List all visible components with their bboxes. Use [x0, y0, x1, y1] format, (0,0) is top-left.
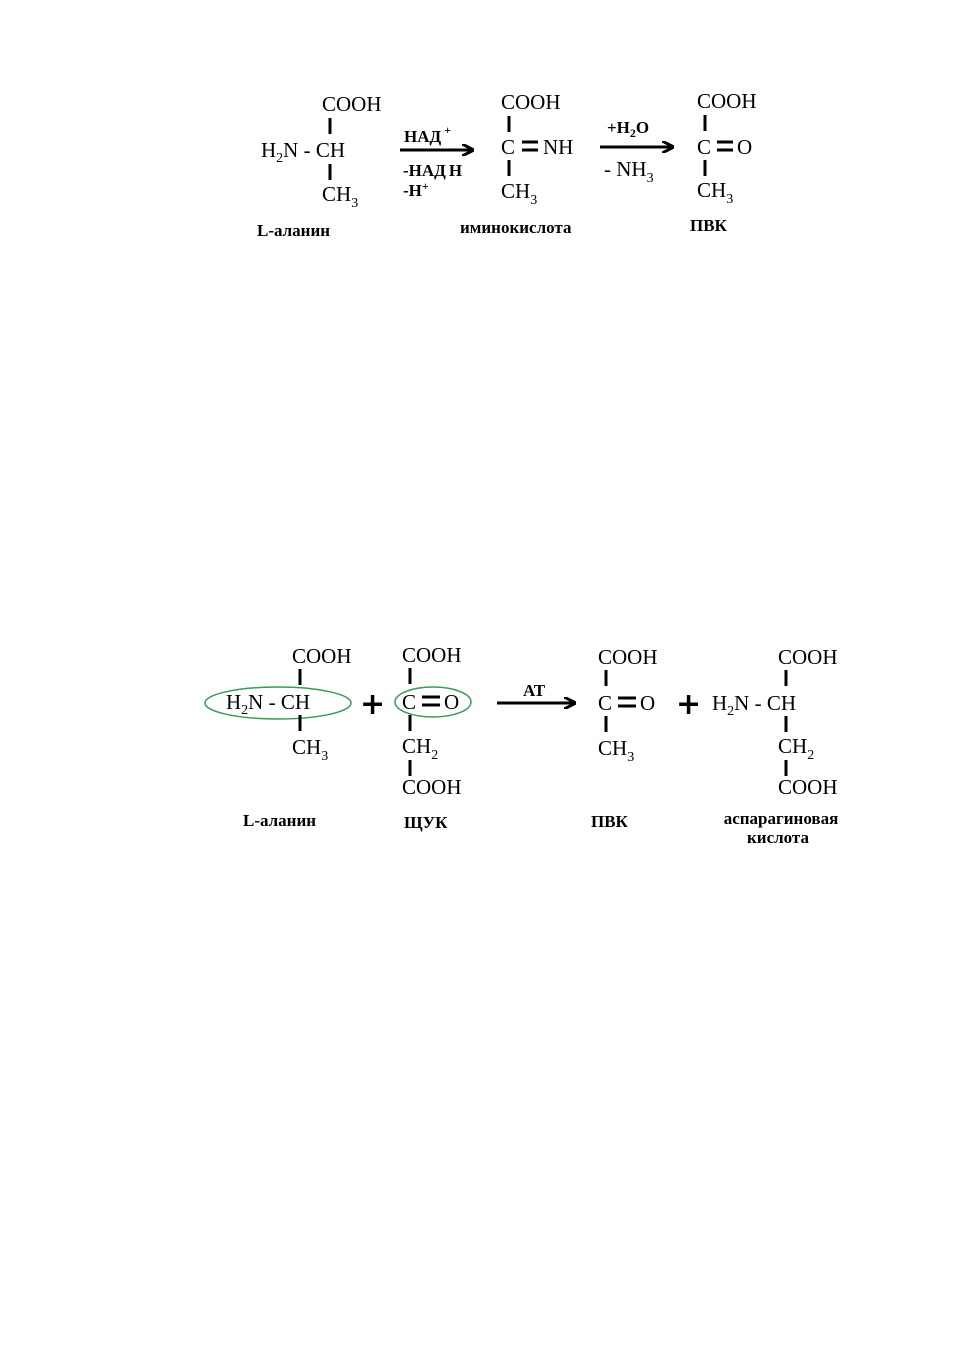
- reaction-2-transamination: [205, 643, 838, 847]
- aspartate-amino-ch: $H_2N$ - CH: [712, 691, 797, 719]
- oxaloacetate-label: ЩУК: [404, 813, 448, 832]
- oxaloacetate-cooh: COOH: [402, 643, 462, 667]
- aspartate-cooh: COOH: [778, 645, 838, 669]
- reaction-1-oxidative-deamination: [257, 89, 757, 240]
- iminoacid-c: C: [501, 135, 516, 159]
- pyruvate-c: C: [598, 691, 613, 715]
- oxaloacetate-cooh-bottom: COOH: [402, 775, 462, 799]
- oxaloacetate-ch2: $CH_2$: [402, 734, 439, 763]
- reaction-arrow-2: [600, 118, 672, 186]
- plus-sign: +: [676, 687, 702, 722]
- aspartate-ch2: $CH_2$: [778, 734, 815, 763]
- iminoacid-label: иминокислота: [460, 218, 572, 237]
- alanine-label: L-аланин: [243, 811, 317, 830]
- iminoacid-cooh: COOH: [501, 90, 561, 114]
- iminoacid-structure: [460, 90, 573, 237]
- arrow-enzyme-label: АТ: [523, 681, 546, 700]
- reaction-arrow-transaminase: [497, 681, 574, 703]
- aspartate-structure: [712, 645, 838, 847]
- arrow-product-ammonia: - $NH_3$: [604, 157, 654, 186]
- aspartate-cooh-bottom: COOH: [778, 775, 838, 799]
- alanine-structure-2: [205, 644, 352, 830]
- arrow-reagent-nad: НАД +: [404, 123, 452, 146]
- pyruvate-label: ПВК: [591, 812, 628, 831]
- iminoacid-ch3: $CH_3$: [501, 179, 538, 208]
- aspartate-label-line1: аспарагиновая: [723, 809, 839, 828]
- pyruvate-ch3: $CH_3$: [598, 736, 635, 765]
- pyruvate-o: O: [640, 691, 656, 715]
- pyruvate-structure-2: [591, 645, 658, 831]
- arrow-product-nadh: -НАД H: [403, 161, 463, 180]
- alanine-ch3: $CH_3$: [322, 182, 359, 211]
- pyruvate-o: O: [737, 135, 753, 159]
- pyruvate-c: C: [697, 135, 712, 159]
- oxaloacetate-structure: [395, 643, 471, 832]
- oxaloacetate-o: O: [444, 690, 460, 714]
- alanine-label: L-аланин: [257, 221, 331, 240]
- alanine-cooh: COOH: [292, 644, 352, 668]
- alanine-cooh: COOH: [322, 92, 382, 116]
- pyruvate-cooh: COOH: [697, 89, 757, 113]
- pyruvate-label: ПВК: [690, 216, 727, 235]
- alanine-amino-ch: $H_2N$ - CH: [226, 690, 311, 718]
- pyruvate-cooh: COOH: [598, 645, 658, 669]
- alanine-ch3: $CH_3$: [292, 735, 329, 764]
- arrow-reagent-water: $+H_2O$: [607, 118, 650, 140]
- iminoacid-nh: NH: [543, 135, 574, 159]
- alanine-amino-ch: $H_2N$ - CH: [261, 138, 346, 166]
- pyruvate-ch3: $CH_3$: [697, 178, 734, 207]
- oxaloacetate-c: C: [402, 690, 417, 714]
- reaction-arrow-1: [400, 123, 472, 200]
- alanine-structure-1: [257, 92, 382, 240]
- plus-sign: +: [360, 687, 386, 722]
- pyruvate-structure-1: [690, 89, 757, 235]
- aspartate-label-line2: кислота: [746, 828, 810, 847]
- arrow-product-h: -H+: [403, 179, 429, 200]
